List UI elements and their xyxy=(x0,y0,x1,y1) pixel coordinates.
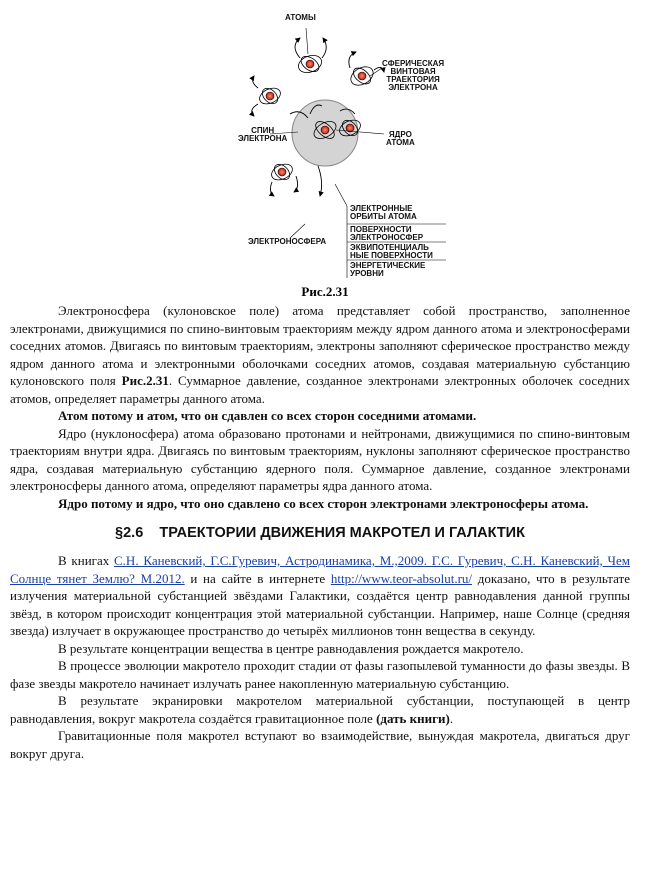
section-heading: §2.6 ТРАЕКТОРИИ ДВИЖЕНИЯ МАКРОТЕЛ И ГАЛАКТИК xyxy=(115,525,525,541)
paragraph-nucleus: Ядро (нуклоносфера) атома образовано протонами и нейтронами, движущимися по спино-винтовым траекториям внутри ядра. Двигаясь по винтовым траекториям, нуклоны заполняют сферическое пространство ядра, создавая материальную субстанцию ядерного поля. Суммарное давление, созданное электронами электроносферы данного атома, определяют параметры ядра данного атома. xyxy=(10,425,630,493)
label-atoms: АТОМЫ xyxy=(285,13,316,22)
body-text xyxy=(10,302,630,762)
legend-electron-orbits: ЭЛЕКТРОННЫЕ ОРБИТЫ АТОМА xyxy=(350,204,417,221)
atom-figure xyxy=(150,6,500,281)
paragraph-nucleus-statement: Ядро потому и ядро, что оно сдавлено со всех сторон электронами электроносферы атома. xyxy=(58,495,589,511)
atom-top xyxy=(296,52,324,75)
label-electrosphere: ЭЛЕКТРОНОСФЕРА xyxy=(248,237,327,246)
website-link[interactable]: http://www.teor-absolut.ru/ xyxy=(330,570,473,586)
paragraph-electrosphere: Электроносфера (кулоновское поле) атома представляет собой пространство, заполненное электронами, движущимися по спино-винтовым траекториям между ядром данного атома и электроносферами соседних атомов. Двигаясь по винтовым траекториям, электроны заполняют сферическое пространство между ядром данного атома и электронными оболочками соседних атомов, создавая материальную субстанцию кулоновского поля Рис.2.31. Суммарное давление, созданное электронами электронных оболочек соседних атомов, определяет параметры данного атома. xyxy=(10,303,630,406)
label-spin: СПИН ЭЛЕКТРОНА xyxy=(238,126,288,143)
label-nucleus: ЯДРО АТОМА xyxy=(386,130,415,147)
paragraph-atom-statement: Атом потому и атом, что он сдавлен со всех сторон соседними атомами. xyxy=(58,408,477,423)
legend-electrosphere-surfaces: ПОВЕРХНОСТИ ЭЛЕКТРОНОСФЕР xyxy=(350,225,424,242)
books-link[interactable]: С.Н. Каневский, Г.С.Гуревич, Астродинамика, М.,2009. Г.С. Гуревич, С.Н. Каневский, Чем Солнце тянет Землю? М.2012. xyxy=(10,553,630,586)
atom-top-right xyxy=(348,63,377,89)
atom-left xyxy=(257,85,283,107)
paragraph-concentration: В результате концентрации вещества в центре равнодавления рождается макротело. xyxy=(58,640,524,656)
figure-caption: Рис.2.31 xyxy=(301,284,349,299)
paragraph-books: В книгах С.Н. Каневский, Г.С.Гуревич, Астродинамика, М.,2009. Г.С. Гуревич, С.Н. Каневский, Чем Солнце тянет Землю? М.2012. и на сайте в интернете http://www.teor-absolut.ru/ доказано, что в результате излучения материальной субстанцией звёздами Галактики, создаётся центр равнодавления данной группы звёзд, в котором происходит концентрация этой материальной субстанции. Например, наше Солнце (средняя звезда) излучает в окружающее пространство до четырёх миллионов тонн вещества в секунду. xyxy=(10,553,630,638)
legend-equipotential-surfaces: ЭКВИПОТЕНЦИАЛЬ НЫЕ ПОВЕРХНОСТИ xyxy=(350,243,433,260)
paragraph-evolution: В процессе эволюции макротело проходит стадии от фазы газопылевой туманности до фазы звезды. В фазе звезды макротело начинает излучать ранее накопленную материальную субстанцию. xyxy=(10,658,630,691)
legend-energy-levels: ЭНЕРГЕТИЧЕСКИЕ УРОВНИ xyxy=(350,261,426,278)
figure-reference: Рис.2.31 xyxy=(121,373,169,388)
paragraph-gravitation: В результате экранировки макротелом материальной субстанции, поступающей в центр равнодавления, вокруг макротела создаётся гравитационное поле (дать книги). xyxy=(10,693,630,726)
atom-bottom-left xyxy=(269,161,295,183)
paragraph-interaction: Гравитационные поля макротел вступают во взаимодействие, вынуждая макротела, двигаться друг вокруг друга. xyxy=(10,728,630,761)
label-helical-trajectory: СФЕРИЧЕСКАЯ ВИНТОВАЯ ТРАЕКТОРИЯ ЭЛЕКТРОНА xyxy=(382,59,445,92)
